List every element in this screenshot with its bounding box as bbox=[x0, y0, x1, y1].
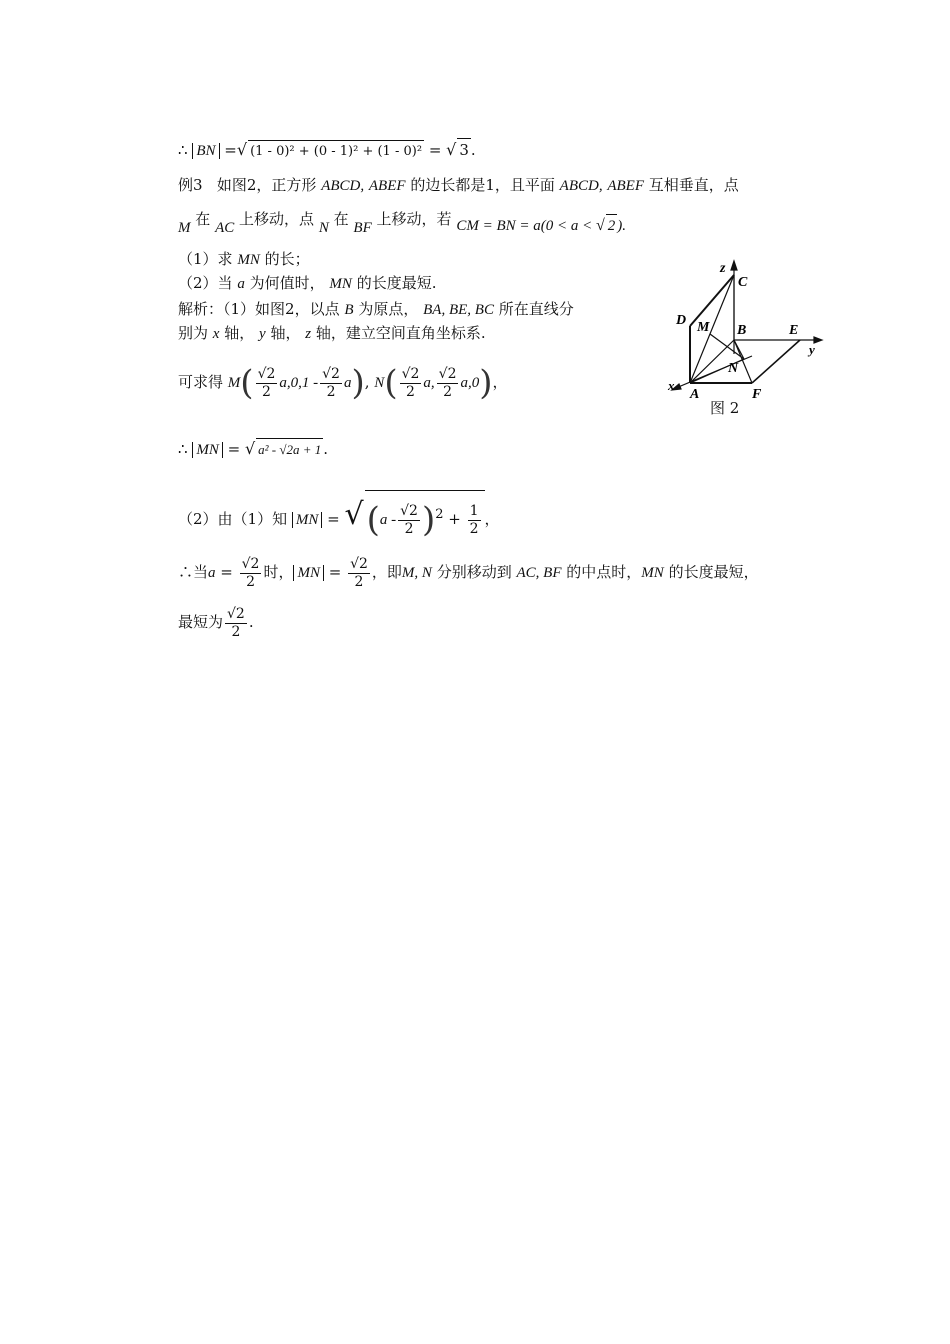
coordinates-line bbox=[178, 360, 508, 405]
text: 的边长都是1，且平面 bbox=[410, 176, 555, 194]
fraction bbox=[240, 556, 262, 591]
label-b: B bbox=[737, 323, 747, 338]
period: . bbox=[323, 440, 329, 458]
sqrt-two: 2 bbox=[606, 214, 618, 237]
left-paren: ( bbox=[366, 500, 380, 540]
frac-den: 2 bbox=[231, 623, 241, 640]
figure-caption: 图 2 bbox=[710, 399, 740, 417]
label-z: z bbox=[720, 261, 726, 276]
text: 为原点， bbox=[358, 300, 419, 318]
coord-m-mid: a,0,1 - bbox=[279, 375, 319, 391]
condition bbox=[456, 218, 626, 234]
equals: = bbox=[322, 510, 345, 528]
math-mn: M, N bbox=[401, 565, 432, 581]
label-x: x bbox=[668, 378, 675, 393]
abs-mn: MN bbox=[293, 565, 324, 581]
radical-icon: √ bbox=[236, 140, 248, 159]
mn-length-line bbox=[178, 438, 328, 461]
equals: = bbox=[224, 141, 237, 159]
radical-icon: √ bbox=[595, 217, 605, 234]
coord-m-end: a bbox=[343, 375, 352, 391]
text: 轴，建立空间直角坐标系. bbox=[315, 324, 486, 342]
frac-den: 2 bbox=[262, 383, 271, 400]
equals: = bbox=[222, 440, 245, 458]
period: . bbox=[470, 141, 476, 159]
math-abcd: ABCD, bbox=[321, 178, 365, 194]
math-n: N bbox=[318, 220, 329, 236]
condition-end: ). bbox=[617, 218, 627, 234]
math-axes: BA, BE, BC bbox=[423, 302, 494, 318]
frac-num: √2 bbox=[350, 555, 368, 572]
text: 在 bbox=[195, 210, 211, 228]
frac-den: 2 bbox=[326, 383, 336, 400]
solution-line-1 bbox=[178, 298, 574, 321]
abs-bn: BN bbox=[192, 143, 219, 159]
text: 分别移动到 bbox=[436, 563, 512, 581]
label-y: y bbox=[809, 342, 815, 357]
text: 别为 bbox=[178, 324, 209, 342]
frac-num: √2 bbox=[227, 605, 245, 622]
text: 上移动，若 bbox=[376, 210, 452, 228]
label-c: C bbox=[738, 275, 748, 290]
fraction bbox=[437, 366, 459, 401]
text: 时， bbox=[263, 563, 294, 581]
frac-num: √2 bbox=[241, 555, 260, 572]
y-arrow-icon bbox=[814, 337, 822, 343]
math-acbf: AC, BF bbox=[516, 565, 562, 581]
text: 所在直线分 bbox=[498, 300, 574, 318]
question-2 bbox=[178, 272, 436, 295]
shortest-line bbox=[178, 602, 254, 642]
text: （2）由（1）知 bbox=[178, 510, 288, 528]
right-paren: ) bbox=[351, 363, 365, 403]
text: 互相垂直，点 bbox=[648, 176, 739, 194]
edge-dc bbox=[690, 275, 734, 326]
edge-fe bbox=[752, 340, 800, 383]
sqrt-body bbox=[365, 490, 485, 542]
text: 的中点时， bbox=[566, 563, 642, 581]
segment-bn bbox=[734, 340, 744, 359]
math-mn: MN bbox=[329, 276, 352, 292]
fraction bbox=[320, 366, 342, 401]
right-paren: ) bbox=[479, 363, 493, 403]
frac-num: 1 bbox=[469, 502, 479, 519]
frac-num: √2 bbox=[401, 365, 420, 382]
coord-n-end: a,0 bbox=[460, 375, 480, 391]
fraction bbox=[398, 503, 420, 538]
sqrt-expression: a² - √2a + 1 bbox=[256, 438, 323, 461]
math-mn: MN bbox=[237, 252, 260, 268]
text: 为何值时， bbox=[249, 274, 325, 292]
text: （1）求 bbox=[178, 250, 233, 268]
text: ，即 bbox=[371, 563, 402, 581]
example-label: 例3 bbox=[178, 176, 203, 194]
label-f: F bbox=[752, 387, 762, 402]
therefore-symbol: ∴ bbox=[178, 141, 188, 159]
text: a - bbox=[379, 512, 397, 528]
answer-line bbox=[178, 552, 759, 593]
text: 轴， bbox=[270, 324, 301, 342]
label-a: A bbox=[690, 387, 700, 402]
abs-mn: MN bbox=[292, 512, 323, 528]
fraction bbox=[468, 503, 481, 538]
text: 最短为 bbox=[178, 613, 224, 631]
math-m: M bbox=[178, 220, 191, 236]
math-a: a bbox=[208, 565, 216, 581]
text: 上移动，点 bbox=[239, 210, 315, 228]
sqrt-result: 3 bbox=[457, 138, 471, 161]
therefore-symbol: ∴ bbox=[178, 440, 188, 458]
text: 轴， bbox=[224, 324, 255, 342]
label-m: M bbox=[697, 320, 710, 335]
frac-num: √2 bbox=[257, 365, 276, 382]
fraction bbox=[400, 366, 422, 401]
comma: ， bbox=[484, 510, 500, 528]
text: 的长度最短， bbox=[668, 563, 759, 581]
math-abef: ABEF bbox=[368, 178, 406, 194]
math-m: M bbox=[227, 375, 241, 391]
fraction bbox=[225, 606, 247, 641]
frac-den: 2 bbox=[404, 520, 414, 537]
text: 解析：（1）如图2，以点 bbox=[178, 300, 340, 318]
math-y: y bbox=[259, 326, 266, 342]
left-paren: ( bbox=[240, 363, 254, 403]
text: 的长； bbox=[264, 250, 310, 268]
equals: = bbox=[428, 141, 447, 159]
frac-num: √2 bbox=[438, 365, 457, 382]
example-3-line-1 bbox=[178, 174, 739, 197]
frac-den: 2 bbox=[246, 573, 255, 590]
math-n: N bbox=[374, 375, 385, 391]
label-e: E bbox=[789, 323, 799, 338]
text: 可求得 bbox=[178, 373, 224, 391]
left-paren: ( bbox=[384, 363, 398, 403]
frac-den: 2 bbox=[406, 383, 415, 400]
fraction bbox=[256, 366, 278, 401]
math-x: x bbox=[212, 326, 220, 342]
text: 如图2，正方形 bbox=[216, 176, 317, 194]
frac-num: √2 bbox=[322, 365, 340, 382]
equals: = bbox=[323, 563, 347, 581]
solution-line-2 bbox=[178, 322, 486, 345]
math-mn: MN bbox=[641, 565, 664, 581]
fraction bbox=[348, 556, 370, 591]
frac-den: 2 bbox=[354, 573, 364, 590]
equals: = bbox=[215, 563, 238, 581]
text: （2）当 bbox=[178, 274, 233, 292]
math-abef: ABEF bbox=[607, 178, 645, 194]
math-b: B bbox=[344, 302, 354, 318]
frac-den: 2 bbox=[443, 383, 453, 400]
radical-icon: √ bbox=[446, 140, 457, 159]
sqrt-expression: (1 - 0)² + (0 - 1)² + (1 - 0)² bbox=[248, 140, 424, 163]
label-n: N bbox=[728, 361, 739, 376]
radical-icon: √ bbox=[344, 497, 364, 532]
math-a: a bbox=[237, 276, 245, 292]
part-2-line bbox=[178, 490, 500, 542]
bn-length-line bbox=[178, 138, 476, 163]
right-paren: ) bbox=[421, 500, 436, 540]
z-arrow-icon bbox=[731, 261, 737, 270]
period: . bbox=[248, 613, 254, 631]
example-3-line-2 bbox=[178, 208, 627, 236]
math-abcd: ABCD, bbox=[559, 178, 603, 194]
plus: + bbox=[443, 510, 466, 528]
math-z: z bbox=[305, 326, 312, 342]
frac-num: √2 bbox=[400, 502, 418, 519]
text: ∴当 bbox=[178, 563, 209, 581]
text: 在 bbox=[333, 210, 349, 228]
comma: , bbox=[364, 373, 370, 391]
condition-text: CM = BN = a(0 < a < bbox=[456, 218, 596, 234]
label-d: D bbox=[676, 313, 687, 328]
figure-2-diagram bbox=[660, 258, 830, 418]
radical-icon: √ bbox=[244, 439, 256, 458]
question-1 bbox=[178, 248, 310, 271]
exponent: 2 bbox=[435, 507, 444, 522]
text: 的长度最短. bbox=[356, 274, 437, 292]
frac-den: 2 bbox=[469, 520, 479, 537]
abs-mn: MN bbox=[192, 442, 223, 458]
coord-n-mid: a, bbox=[423, 375, 435, 391]
math-ac: AC bbox=[215, 220, 235, 236]
math-bf: BF bbox=[353, 220, 372, 236]
comma: ， bbox=[492, 373, 508, 391]
